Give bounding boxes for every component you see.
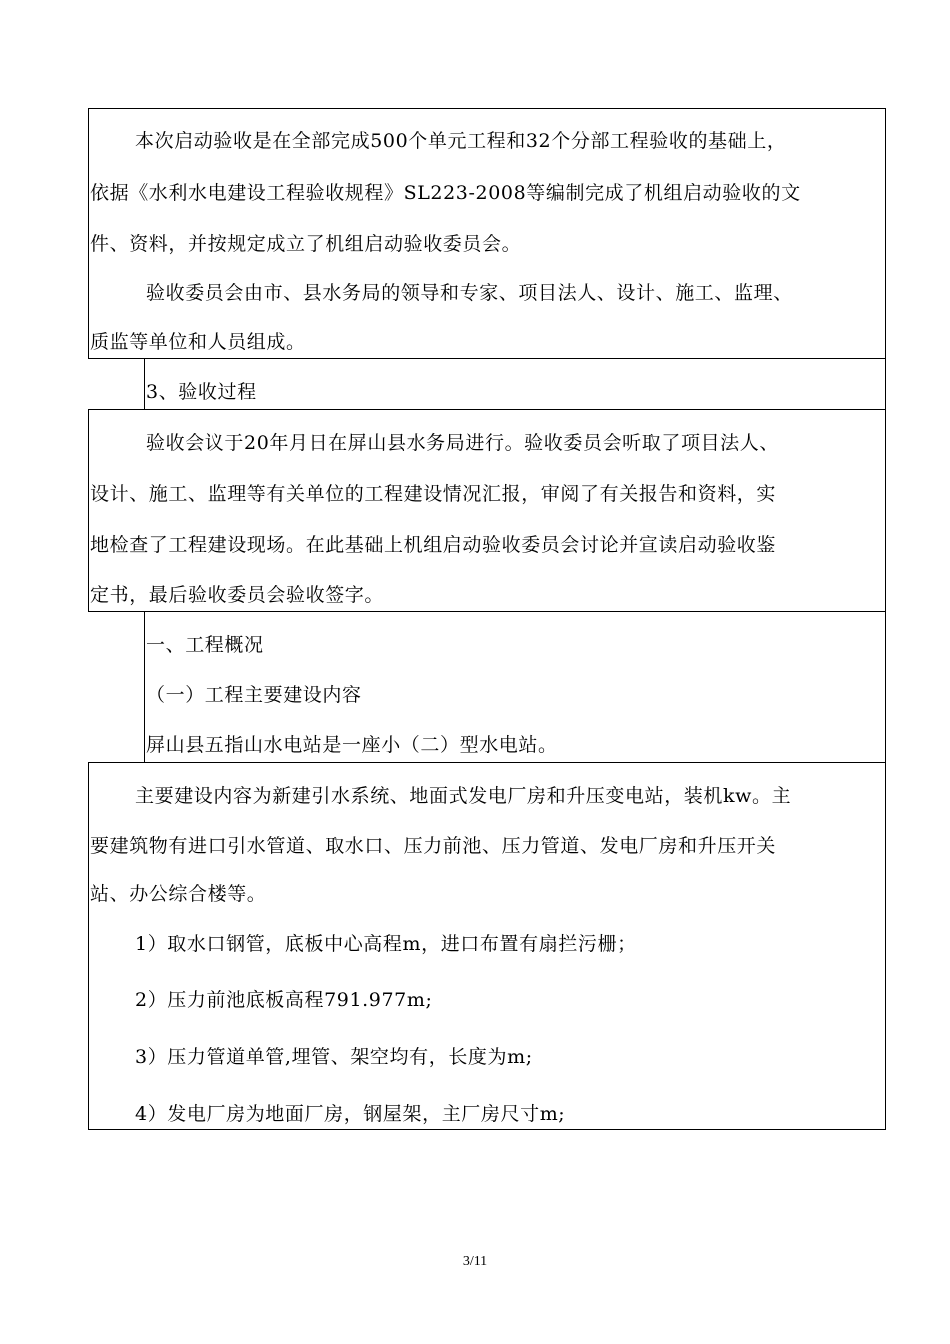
- list-item: 3）压力管道单管,埋管、架空均有，长度为m;: [135, 1046, 533, 1068]
- page-number: 3/11: [462, 1254, 488, 1269]
- paragraph-line: 要建筑物有进口引水管道、取水口、压力前池、压力管道、发电厂房和升压开关: [90, 835, 777, 857]
- section-heading: 一、工程概况: [146, 634, 264, 656]
- paragraph-line: 依据《水利水电建设工程验收规程》SL223-2008等编制完成了机组启动验收的文: [90, 182, 801, 204]
- paragraph-line: 件、资料，并按规定成立了机组启动验收委员会。: [90, 233, 522, 255]
- list-item: 1）取水口钢管，底板中心高程m，进口布置有扇拦污栅；: [135, 933, 637, 955]
- list-item: 4）发电厂房为地面厂房，钢屋架，主厂房尺寸m;: [135, 1103, 566, 1125]
- paragraph-line: 定书，最后验收委员会验收签字。: [90, 584, 385, 606]
- paragraph-line: 站、办公综合楼等。: [90, 883, 267, 905]
- subsection-heading: （一）工程主要建设内容: [146, 684, 362, 706]
- list-item: 2）压力前池底板高程791.977m;: [135, 989, 433, 1011]
- paragraph-line: 主要建设内容为新建引水系统、地面式发电厂房和升压变电站，装机kw。主: [135, 785, 792, 807]
- section-heading: 3、验收过程: [146, 381, 257, 403]
- paragraph-line: 地检查了工程建设现场。在此基础上机组启动验收委员会讨论并宣读启动验收鉴: [90, 534, 777, 556]
- paragraph-line: 质监等单位和人员组成。: [90, 331, 306, 353]
- paragraph-line: 本次启动验收是在全部完成500个单元工程和32个分部工程验收的基础上，: [135, 130, 787, 152]
- paragraph-line: 设计、施工、监理等有关单位的工程建设情况汇报，审阅了有关报告和资料，实: [90, 483, 777, 505]
- paragraph-line: 验收会议于20年月日在屏山县水务局进行。验收委员会听取了项目法人、: [146, 432, 779, 454]
- paragraph-line: 验收委员会由市、县水务局的领导和专家、项目法人、设计、施工、监理、: [146, 282, 793, 304]
- paragraph-line: 屏山县五指山水电站是一座小（二）型水电站。: [146, 734, 558, 756]
